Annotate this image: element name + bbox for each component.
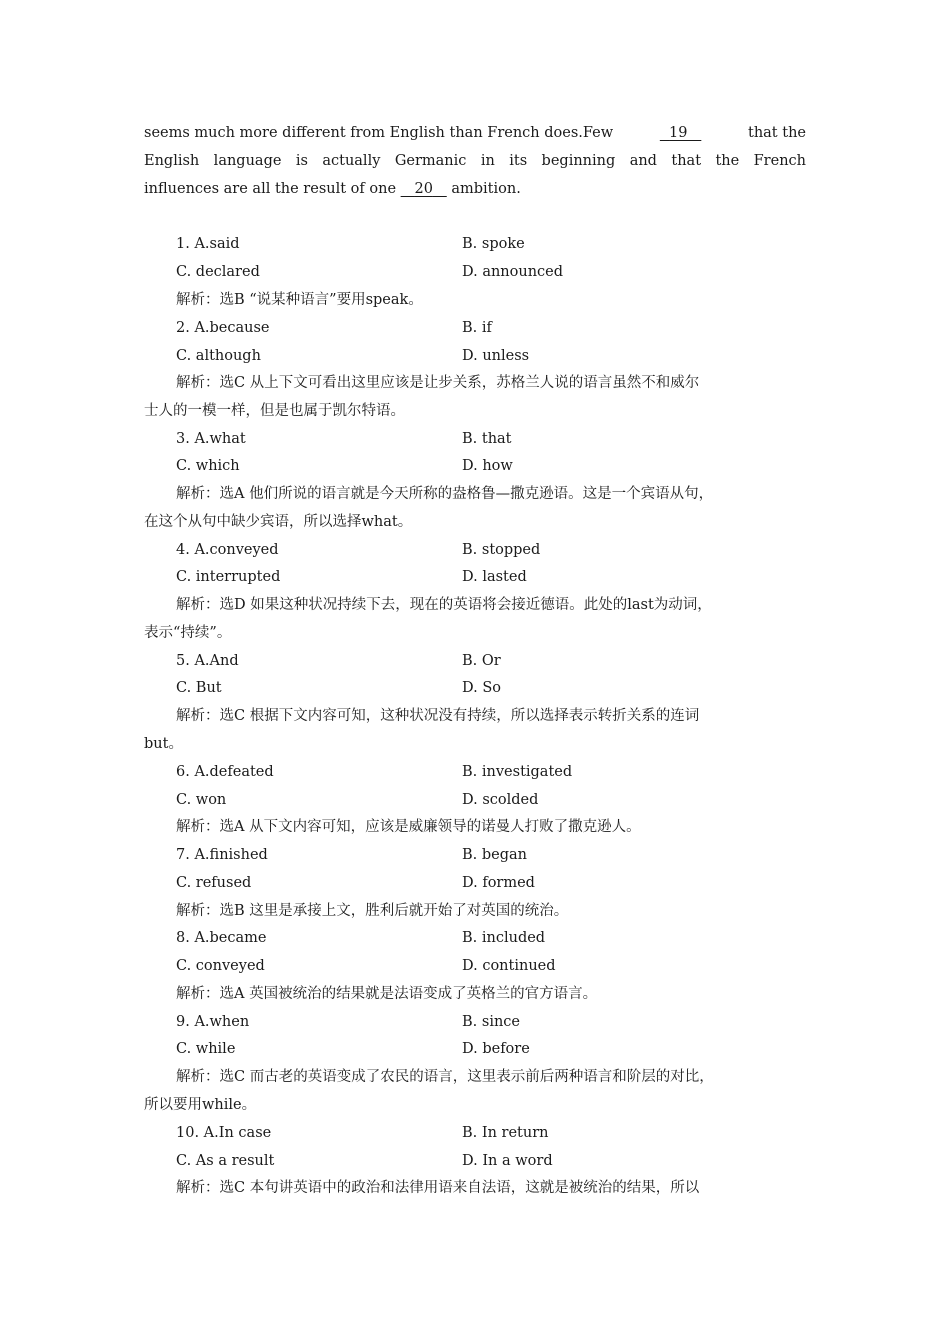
option-c: C. conveyed (176, 958, 265, 974)
explanation-line: 表示“持续”。 (144, 625, 232, 641)
option-d: D. how (462, 458, 513, 474)
option-a: 1. A.said (176, 236, 240, 252)
explanation-line: 解析：选A 他们所说的语言就是今天所称的盎格鲁—撒克逊语。这是一个宾语从句， (176, 486, 714, 502)
passage-text: ambition. (451, 181, 521, 197)
explanation-line: 解析：选B 这里是承接上文，胜利后就开始了对英国的统治。 (176, 903, 569, 919)
option-d: D. continued (462, 958, 556, 974)
passage-line-3 (144, 175, 806, 203)
explanation (144, 980, 806, 1008)
option-b: B. included (462, 930, 546, 946)
option-b: B. stopped (462, 542, 541, 558)
option-a: 4. A.conveyed (176, 542, 279, 558)
explanation-line: 在这个从句中缺少宾语，所以选择what。 (144, 514, 413, 530)
option-c: C. won (176, 792, 227, 808)
explanation (144, 369, 806, 425)
option-c: C. As a result (176, 1153, 275, 1169)
explanation (144, 897, 806, 925)
option-a: 10. A.In case (176, 1125, 272, 1141)
explanation-line: 解析：选B “说某种语言”要用speak。 (176, 292, 423, 308)
option-b: B. In return (462, 1125, 549, 1141)
option-b: B. began (462, 847, 528, 863)
explanation-line: 解析：选C 从上下文可看出这里应该是让步关系，苏格兰人说的语言虽然不和威尔 (176, 375, 700, 391)
explanation (144, 286, 806, 314)
explanation-line: 解析：选A 从下文内容可知，应该是威廉领导的诺曼人打败了撒克逊人。 (176, 819, 641, 835)
option-d: D. lasted (462, 569, 527, 585)
option-a: 6. A.defeated (176, 764, 274, 780)
option-d: D. unless (462, 348, 530, 364)
blank-19 (660, 119, 702, 147)
option-c: C. interrupted (176, 569, 281, 585)
blank-20: 20 (414, 181, 433, 197)
option-d: D. formed (462, 875, 535, 891)
option-c: C. declared (176, 264, 260, 280)
option-c: C. although (176, 348, 261, 364)
option-a: 9. A.when (176, 1014, 250, 1030)
explanation-line: 解析：选C 而古老的英语变成了农民的语言，这里表示前后两种语言和阶层的对比， (176, 1069, 714, 1085)
explanation (144, 813, 806, 841)
option-c: C. which (176, 458, 240, 474)
option-a: 3. A.what (176, 431, 246, 447)
explanation (144, 1063, 806, 1119)
explanation (144, 480, 806, 536)
passage-text: influences are all the result of one (144, 181, 397, 197)
option-b: B. since (462, 1014, 520, 1030)
passage-line-2: English language is actually Germanic in its beginning and that the French (144, 153, 806, 169)
explanation-line: but。 (144, 736, 183, 752)
option-a: 8. A.became (176, 930, 267, 946)
explanation-line: 解析：选D 如果这种状况持续下去，现在的英语将会接近德语。此处的last为动词， (176, 597, 712, 613)
explanation-line: 士人的一模一样，但是也属于凯尔特语。 (144, 403, 405, 419)
option-b: B. spoke (462, 236, 525, 252)
blank-number: 19 (669, 125, 688, 141)
option-c: C. But (176, 680, 222, 696)
option-d: D. So (462, 680, 501, 696)
option-c: C. refused (176, 875, 252, 891)
explanation (144, 591, 806, 647)
explanation-line: 所以要用while。 (144, 1097, 257, 1113)
explanation-line: 解析：选C 本句讲英语中的政治和法律用语来自法语，这就是被统治的结果，所以 (176, 1180, 700, 1196)
passage-line-1 (144, 119, 806, 147)
explanation-line: 解析：选A 英国被统治的结果就是法语变成了英格兰的官方语言。 (176, 986, 598, 1002)
option-a: 7. A.finished (176, 847, 268, 863)
option-b: B. investigated (462, 764, 573, 780)
option-c: C. while (176, 1041, 236, 1057)
option-b: B. Or (462, 653, 501, 669)
option-d: D. announced (462, 264, 564, 280)
passage-text: that the (748, 125, 806, 141)
option-b: B. that (462, 431, 512, 447)
option-d: D. In a word (462, 1153, 553, 1169)
option-a: 2. A.because (176, 320, 270, 336)
explanation (144, 702, 806, 758)
passage-text: seems much more different from English than French does.Few (144, 125, 614, 141)
option-d: D. before (462, 1041, 530, 1057)
option-d: D. scolded (462, 792, 539, 808)
option-b: B. if (462, 320, 492, 336)
explanation-line: 解析：选C 根据下文内容可知，这种状况没有持续，所以选择表示转折关系的连词 (176, 708, 700, 724)
explanation (144, 1174, 806, 1202)
option-a: 5. A.And (176, 653, 239, 669)
